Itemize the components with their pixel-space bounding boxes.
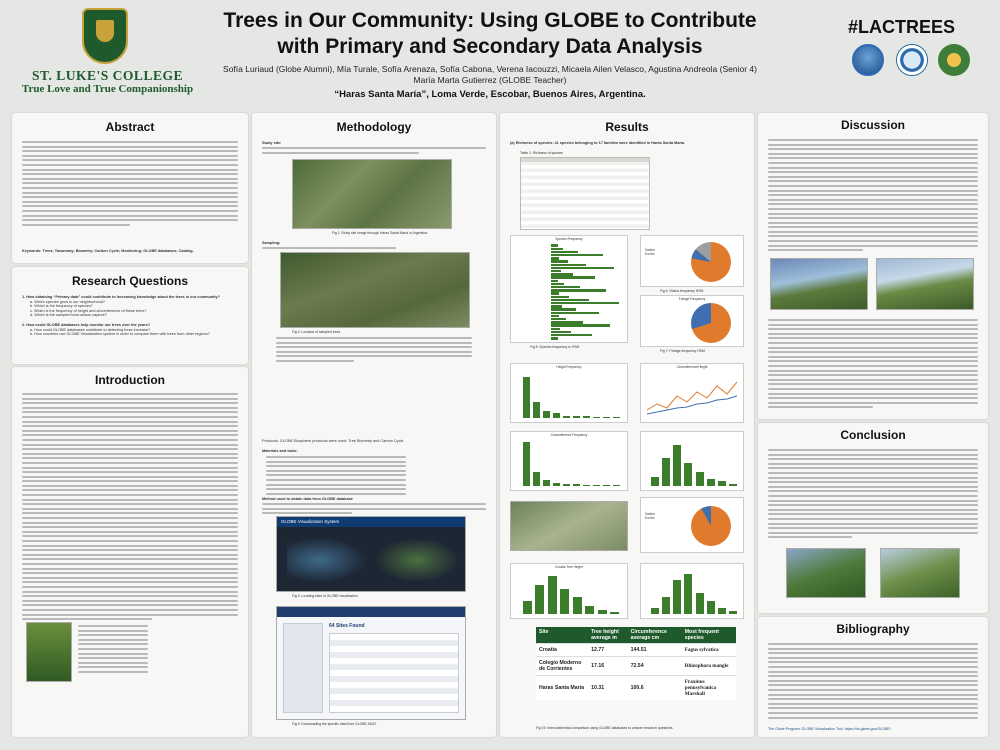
question-1b: b. Which is the frequency of species?	[30, 304, 93, 309]
sampling-description	[276, 337, 472, 365]
chart-bar	[533, 472, 540, 486]
chart-bar	[696, 593, 704, 614]
chart-bar	[583, 416, 590, 418]
row-height: 10.31	[588, 676, 627, 701]
header-species: Most frequent species	[682, 627, 736, 644]
conclusion-panel	[758, 423, 988, 613]
hashtag: #LACTREES	[848, 17, 956, 37]
table1-caption: Table 1: Richness of species	[520, 151, 563, 155]
circumference-frequency-colombia-chart	[640, 431, 744, 491]
comparison-table	[536, 627, 736, 700]
status-frequency-chart	[640, 235, 744, 287]
map-detail	[377, 539, 457, 581]
fig5-caption: Fig 5: Species frequency in HSM	[530, 345, 580, 349]
chart-bar	[551, 324, 610, 327]
chart-bar	[551, 289, 606, 292]
chart-bar	[553, 413, 560, 418]
croatia-circumference-chart	[640, 563, 744, 619]
fig19-caption: Fig 19: Intercontinental comparison using GLOBE databases to answer research questions.	[536, 726, 674, 730]
catalog-cover-image	[26, 622, 72, 682]
chart-bar	[551, 321, 583, 324]
fig1-caption: Fig 1: Study site image through Haras Santa Maria in Argentina.	[332, 231, 428, 235]
status-legend-exotic: Exotic	[645, 252, 655, 256]
chart-bar	[729, 611, 737, 614]
fig7-caption: Fig 7: Foliage frequency HSM	[660, 349, 705, 353]
croatia-bars	[521, 572, 621, 614]
conclusion-photo-2	[880, 548, 960, 598]
discussion-heading: Discussion	[840, 118, 906, 132]
chart-bar	[551, 267, 614, 270]
status-pie	[691, 242, 731, 282]
method-text	[262, 503, 486, 517]
research-questions-panel	[12, 267, 248, 364]
status2-legend	[645, 512, 655, 520]
chart-bar	[551, 302, 619, 305]
circumference-height-lines	[647, 374, 739, 418]
lactrees-logo-icon	[938, 44, 970, 76]
chart-bar	[551, 286, 580, 289]
status2-legend-native: Native	[645, 512, 656, 516]
status2-legend-exotic: Exotic	[645, 516, 655, 520]
chart-bar	[707, 479, 715, 486]
row-species: Rhizophora mangle	[682, 657, 736, 676]
study-site-aerial-image	[292, 159, 452, 229]
introduction-panel	[12, 367, 248, 737]
question-1a: a. Which species grow in our neighborhood?	[30, 299, 105, 304]
chart-bar	[551, 254, 603, 257]
partner-logos	[852, 44, 972, 78]
chart-bar	[673, 580, 681, 614]
discussion-photo-1	[770, 258, 868, 310]
row-circ: 144.51	[628, 644, 682, 657]
fig2-caption: Fig 2: Location of sampled trees	[292, 330, 341, 334]
school-crest-logo	[76, 8, 134, 66]
chart-bar	[548, 576, 557, 614]
chart-bar	[593, 485, 600, 486]
catalog-details	[78, 625, 148, 676]
question-1c: c. Which is the frequency of height and circumference of these trees?	[30, 308, 147, 313]
height-frequency-title: Height Frequency	[556, 365, 582, 369]
chart-bar	[551, 257, 559, 260]
chart-bar	[613, 417, 620, 418]
question-2b: b. How countries use GLOBE Visualization system in order to compare them with trees from other regions?	[30, 332, 210, 337]
globe-visualization-screenshot	[276, 516, 466, 592]
fig3-caption: Fig 3: Locating sites in GLOBE visualization	[292, 594, 358, 598]
table-row	[536, 676, 736, 701]
chart-bar	[551, 273, 573, 276]
chart-bar	[603, 485, 610, 486]
richness-heading: (a) Richness of species: 41 species belonging to 17 families were identified in Haras Santa María.	[510, 141, 686, 145]
sites-table	[329, 633, 459, 713]
circumference-height-chart	[640, 363, 744, 423]
chart-bar	[551, 270, 561, 273]
methodology-panel	[252, 113, 496, 737]
chart-bar	[535, 585, 544, 614]
college-name: ST. LUKE'S COLLEGE	[32, 68, 183, 83]
question-2a: a. How could GLOBE databases contribute to detecting trees increase?	[30, 327, 151, 332]
materials-label: Materials and tools:	[262, 449, 298, 453]
abstract-heading: Abstract	[105, 120, 155, 134]
conclusion-photo-1	[786, 548, 866, 598]
height-frequency-chart	[510, 363, 628, 423]
table-row	[536, 657, 736, 676]
chart-bar	[583, 485, 590, 486]
chart-bar	[603, 417, 610, 418]
chart-bar	[563, 416, 570, 418]
chart-bar	[523, 601, 532, 614]
fig4-caption: Fig 4: Downloading the specific data from GLOBE ADAT	[292, 722, 377, 726]
chart-bar	[684, 574, 692, 614]
row-height: 17.16	[588, 657, 627, 676]
research-questions-heading: Research Questions	[71, 274, 189, 288]
circumference-frequency-chart	[510, 431, 628, 491]
college-tagline: True Love and True Companionship	[21, 83, 194, 95]
sites-found-label: 64 Sites Found	[329, 623, 365, 629]
chart-bar	[651, 477, 659, 486]
poster-header	[0, 0, 1000, 110]
chart-bar	[707, 601, 715, 614]
chart-bar	[729, 484, 737, 486]
partner-logo-icon	[896, 44, 928, 76]
foliage-pie	[691, 303, 731, 343]
chart-bar	[551, 260, 568, 263]
discussion-panel	[758, 113, 988, 419]
chart-bar	[718, 608, 726, 614]
chart-bar	[551, 315, 559, 318]
fig6-caption: Fig 6: Status frequency HSM	[660, 289, 704, 293]
species-frequency-chart	[510, 235, 628, 343]
adat-filter-sidebar	[283, 623, 323, 713]
discussion-text-1	[768, 139, 978, 254]
chart-bar	[610, 612, 619, 614]
chart-bar	[662, 458, 670, 486]
species-richness-table	[520, 157, 650, 230]
foliage-frequency-chart	[640, 295, 744, 347]
chart-bar	[593, 417, 600, 418]
chart-bar	[523, 377, 530, 418]
chart-bar	[563, 484, 570, 486]
chart-bar	[551, 318, 566, 321]
sampling-label: Sampling:	[262, 241, 281, 245]
introduction-text	[22, 393, 238, 623]
sampled-trees-map-2	[510, 501, 628, 551]
status-legend	[645, 248, 655, 256]
row-site: Haras Santa María	[536, 676, 588, 701]
chart-bar	[573, 416, 580, 418]
shield-icon	[82, 8, 128, 64]
species-frequency-title: Species Frequency	[555, 237, 583, 241]
circumference-bars	[521, 440, 621, 486]
location: “Haras Santa María”, Loma Verde, Escobar, Buenos Aires, Argentina.	[334, 89, 646, 100]
chart-bar	[696, 472, 704, 486]
abstract-panel	[12, 113, 248, 263]
status-frequency-colombia-chart	[640, 497, 744, 553]
status-legend-native: Native	[645, 248, 656, 252]
foliage-frequency-title: Foliage Frequency	[678, 297, 706, 301]
croatia-circumference-bars	[649, 572, 739, 614]
header-circ: Circumference average cm	[628, 627, 682, 644]
row-circ: 100.6	[628, 676, 682, 701]
chart-bar	[573, 484, 580, 486]
row-height: 12.77	[588, 644, 627, 657]
introduction-heading: Introduction	[95, 373, 165, 387]
chart-bar	[718, 481, 726, 486]
adat-screenshot	[276, 606, 466, 720]
chart-bar	[551, 308, 576, 311]
chart-bar	[551, 299, 589, 302]
chart-bar	[662, 597, 670, 614]
comparison-table-header	[536, 627, 736, 644]
chart-bar	[684, 463, 692, 486]
poster-title: Trees in Our Community: Using GLOBE to Contribute with Primary and Secondary Data Analysis	[223, 9, 757, 58]
discussion-photo-2	[876, 258, 974, 310]
row-site: Croatia	[536, 644, 588, 657]
world-map	[287, 537, 367, 583]
chart-bar	[673, 445, 681, 486]
chart-bar	[551, 334, 592, 337]
chart-bar	[533, 402, 540, 418]
adat-toolbar	[277, 607, 465, 617]
chart-bar	[551, 276, 595, 279]
bibliography-footer: The Globe Program: GLOBE Visualization Tool. https://vis.globe.gov/GLOBE/	[768, 727, 891, 731]
results-heading: Results	[605, 120, 649, 134]
chart-bar	[613, 485, 620, 486]
status2-pie	[691, 506, 731, 546]
bibliography-panel	[758, 617, 988, 737]
chart-bar	[585, 606, 594, 614]
authors: Sofía Luriaud (Globe Alumni), Mía Turale, Sofía Arenaza, Sofía Cabona, Verena Iacouzzi, Micaela Ailen Velasco, Agustina Andreola (Senior 4) María Marta Gutierrez (GLOBE Teacher)	[223, 64, 757, 85]
results-panel	[500, 113, 754, 737]
chart-bar	[551, 251, 578, 254]
bibliography-list	[768, 643, 978, 721]
chart-bar	[551, 331, 571, 334]
methodology-heading: Methodology	[336, 120, 412, 134]
visualization-toolbar: GLOBE Visualization System	[277, 517, 465, 527]
sampled-trees-map	[280, 252, 470, 328]
chart-bar	[651, 608, 659, 614]
chart-bar	[543, 480, 550, 486]
study-site-label: Study site:	[262, 141, 282, 145]
chart-bar	[523, 442, 530, 486]
abstract-keywords: Keywords: Trees; Taxonomy; Biometry; Carbon Cycle; Monitoring; GLOBE databases; Catalog.	[22, 249, 194, 253]
protocols-text: Protocols: GLOBE Biosphere protocols were used: Tree Biometry and Carbon Cycle.	[262, 439, 405, 443]
species-bars	[551, 244, 623, 340]
croatia-height-chart	[510, 563, 628, 619]
question-1d: d. Which is the sampled total carbon capture?	[30, 313, 108, 318]
chart-bar	[551, 305, 562, 308]
chart-bar	[573, 597, 582, 614]
croatia-height-title: Croatia Tree Height	[555, 565, 583, 569]
chart-bar	[551, 283, 564, 286]
row-circ: 72.54	[628, 657, 682, 676]
method-label: Method used to obtain data from GLOBE database	[262, 497, 353, 501]
abstract-text	[22, 141, 238, 228]
row-species: Fagus sylvatica	[682, 644, 736, 657]
conclusion-heading: Conclusion	[840, 428, 906, 442]
circumference-height-title: Circumference/Height	[676, 365, 708, 369]
research-questions-list	[22, 295, 238, 337]
question-1: 1. How obtaining “Primary data” could contribute to increasing knowledge about the trees in our community?	[22, 295, 220, 299]
circumference-frequency-title: Circumference Frequency	[550, 433, 588, 437]
chart-bar	[551, 292, 559, 295]
species-table-header	[521, 158, 649, 162]
chart-bar	[560, 589, 569, 614]
chart-bar	[543, 411, 550, 418]
chart-bar	[598, 610, 607, 614]
study-site-text	[262, 147, 486, 156]
sampling-text	[262, 247, 486, 252]
bibliography-heading: Bibliography	[836, 622, 910, 636]
chart-bar	[551, 244, 558, 247]
row-species: Fraxinus pennsylvanica Marshall	[682, 676, 736, 701]
materials-list	[266, 456, 406, 497]
discussion-text-2	[768, 319, 978, 411]
question-2: 2. How could GLOBE databases help monitor our trees over the years?	[22, 322, 151, 327]
header-site: Site	[536, 627, 588, 644]
conclusion-text	[768, 449, 978, 541]
height-bars	[521, 372, 621, 418]
circumference-colombia-bars	[649, 440, 739, 486]
chart-bar	[551, 337, 558, 340]
chart-bar	[553, 483, 560, 486]
header-height: Tree height average m	[588, 627, 627, 644]
globe-logo-icon	[852, 44, 884, 76]
row-site: Colegio Moderno de Corrientes	[536, 657, 588, 676]
table-row	[536, 644, 736, 657]
